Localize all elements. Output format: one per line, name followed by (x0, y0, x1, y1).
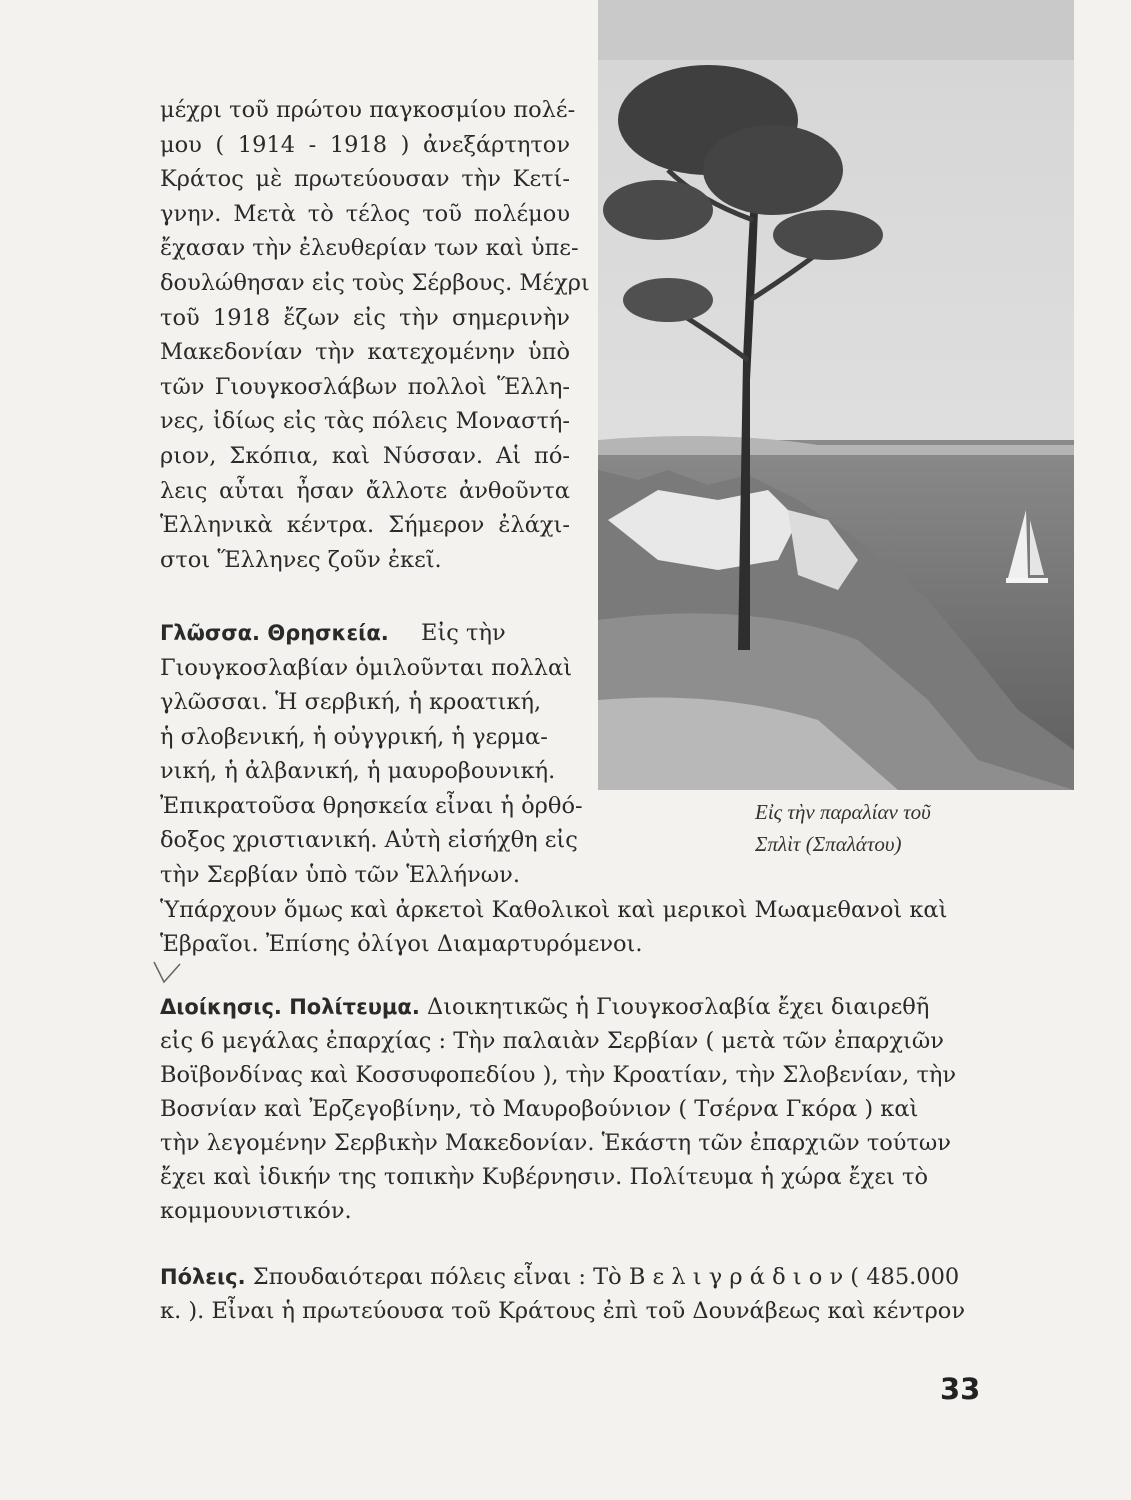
coastal-photo (598, 0, 1074, 790)
text-line: μέχρι τοῦ πρώτου παγκοσμίου πολέ- (160, 97, 576, 123)
section-heading: Διοίκησις. Πολίτευμα. (160, 995, 420, 1019)
section-cities (160, 1260, 985, 1328)
text-line: Κράτος μὲ πρωτεύουσαν τὴν Κετί- (160, 166, 570, 193)
paragraph-1 (160, 93, 590, 577)
text-line: ἡ σλοβενική, ἡ οὐγγρική, ἡ γερμα- (160, 723, 548, 750)
text-line: Βοσνίαν καὶ Ἐρζεγοβίνην, τὸ Μαυροβούνιον ( Τσέρνα Γκόρα ) καὶ (160, 1096, 919, 1122)
text-line: λεις αὗται ἦσαν ἄλλοτε ἀνθοῦντα (160, 477, 570, 504)
caption-line-1: Εἰς τὴν παραλίαν τοῦ (755, 800, 931, 824)
text-line: δουλώθησαν εἰς τοὺς Σέρβους. Μέχρι (160, 269, 590, 296)
text-line: γλῶσσαι. Ἡ σερβική, ἡ κροατική, (160, 689, 542, 715)
text-line: κομμουνιστικόν. (160, 1198, 352, 1224)
text-line: τὴν Σερβίαν ὑπὸ τῶν Ἑλλήνων. (160, 861, 520, 888)
text-line: Ἑλληνικὰ κέντρα. Σήμερον ἐλάχι- (160, 512, 570, 539)
text-line: γνην. Μετὰ τὸ τέλος τοῦ πολέμου (160, 200, 570, 227)
heading-line-text: Σπουδαιότεραι πόλεις εἶναι : Τὸ Β ε λ ι γ ρ ά δ ι ο ν ( 485.000 (252, 1264, 960, 1290)
text-line: τοῦ 1918 ἔζων εἰς τὴν σημερινὴν (160, 304, 570, 331)
text-line (160, 616, 580, 651)
text-line: ἔχει καὶ ἰδικήν της τοπικὴν Κυβέρνησιν. Πολίτευμα ἡ χώρα ἔχει τὸ (160, 1164, 929, 1190)
text-line (160, 1260, 985, 1294)
text-line: μου ( 1914 - 1918 ) ἀνεξάρτητον (160, 131, 570, 158)
page-number: 33 (940, 1372, 981, 1406)
text-line: τὴν λεγομένην Σερβικὴν Μακεδονίαν. Ἑκάστη τῶν ἐπαρχιῶν τούτων (160, 1130, 951, 1156)
text-line: Γιουγκοσλαβίαν ὁμιλοῦνται πολλαὶ (160, 654, 573, 681)
text-line: δοξος χριστιανική. Αὐτὴ εἰσήχθη εἰς (160, 827, 578, 853)
text-line: τῶν Γιουγκοσλάβων πολλοὶ Ἕλλη- (160, 373, 570, 400)
caption-line-2: Σπλὶτ (Σπαλάτου) (755, 832, 902, 856)
text-line: νική, ἡ ἀλβανική, ἡ μαυροβουνική. (160, 758, 556, 784)
text-line: Ὑπάρχουν ὅμως καὶ ἀρκετοὶ Καθολικοὶ καὶ μερικοὶ Μωαμεθανοὶ καὶ (160, 897, 948, 923)
text-line: Ἐπικρατοῦσα θρησκεία εἶναι ἡ ὀρθό- (160, 792, 583, 819)
photo-caption (755, 796, 1015, 860)
text-line: Ἑβραῖοι. Ἐπίσης ὀλίγοι Διαμαρτυρόμενοι. (160, 931, 643, 957)
text-line: εἰς 6 μεγάλας ἐπαρχίας : Τὴν παλαιὰν Σερβίαν ( μετὰ τῶν ἐπαρχιῶν (160, 1028, 944, 1054)
text-line: ἔχασαν τὴν ἐλευθερίαν των καὶ ὑπε- (160, 235, 579, 262)
text-line: νες, ἰδίως εἰς τὰς πόλεις Μοναστή- (160, 408, 570, 435)
pencil-mark (152, 960, 192, 990)
section-administration (160, 990, 985, 1228)
text-line: Βοϊβονδίνας καὶ Κοσσυφοπεδίου ), τὴν Κροατίαν, τὴν Σλοβενίαν, τὴν (160, 1062, 957, 1088)
text-line: Μακεδονίαν τὴν κατεχομένην ὑπὸ (160, 339, 570, 366)
text-line: κ. ). Εἶναι ἡ πρωτεύουσα τοῦ Κράτους ἐπὶ τοῦ Δουνάβεως καὶ κέντρον (160, 1298, 966, 1324)
text-line (160, 990, 985, 1024)
heading-line-text: Διοικητικῶς ἡ Γιουγκοσλαβία ἔχει διαιρεθῆ (426, 994, 930, 1020)
paragraph-wide-continuation (160, 893, 985, 961)
text-line: ριον, Σκόπια, καὶ Νύσσαν. Αἱ πό- (160, 442, 570, 469)
section-heading: Πόλεις. (160, 1265, 246, 1289)
section-language-religion (160, 616, 583, 892)
section-heading: Γλῶσσα. Θρησκεία. (160, 621, 389, 645)
heading-line-text: Εἰς τὴν (421, 620, 506, 646)
text-line: στοι Ἕλληνες ζοῦν ἐκεῖ. (160, 546, 442, 573)
